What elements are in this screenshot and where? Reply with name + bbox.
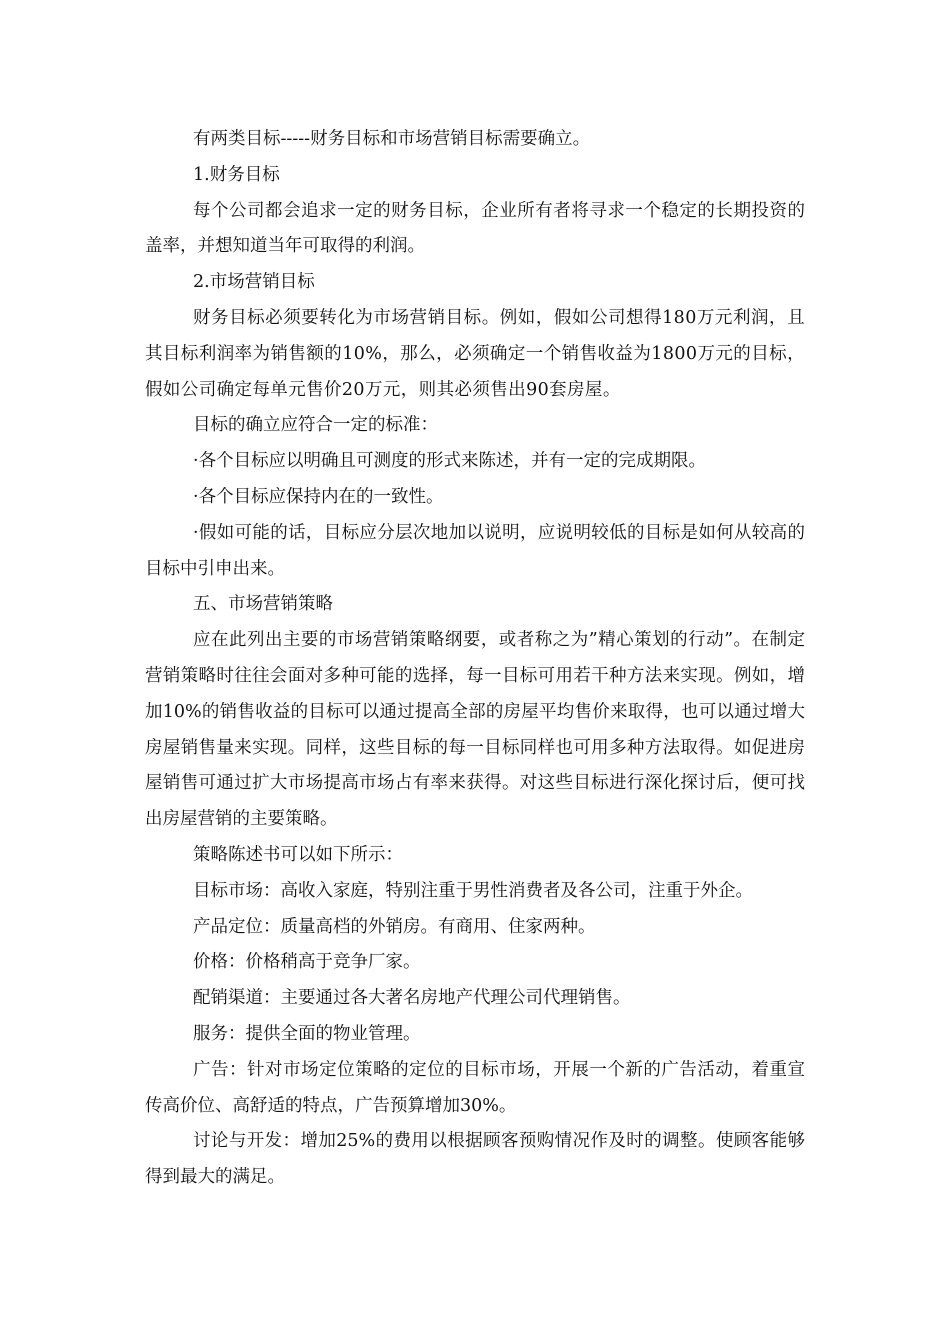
strategy-positioning: 产品定位：质量高档的外销房。有商用、住家两种。 bbox=[193, 916, 596, 937]
bullet-item: ·假如可能的话，目标应分层次地加以说明，应说明较低的目标是如何从较高的目标中引申出来。 bbox=[145, 522, 805, 579]
bullet-item: ·各个目标应以明确且可测度的形式来陈述，并有一定的完成期限。 bbox=[193, 451, 707, 472]
paragraph-goal-standards: 目标的确立应符合一定的标准： bbox=[193, 415, 438, 436]
bullet-item: ·各个目标应保持内在的一致性。 bbox=[193, 486, 444, 507]
strategy-distribution: 配销渠道：主要通过各大著名房地产代理公司代理销售。 bbox=[193, 988, 631, 1009]
heading-financial-goals: 1.财务目标 bbox=[193, 164, 280, 185]
strategy-service: 服务：提供全面的物业管理。 bbox=[193, 1023, 421, 1044]
strategy-development: 讨论与开发：增加25%的费用以根据顾客预购情况作及时的调整。使顾客能够得到最大的满足。 bbox=[145, 1131, 805, 1188]
heading-marketing-strategy: 五、市场营销策略 bbox=[193, 594, 333, 615]
heading-marketing-goals: 2.市场营销目标 bbox=[193, 272, 315, 293]
strategy-price: 价格：价格稍高于竞争厂家。 bbox=[193, 952, 421, 973]
strategy-target-market: 目标市场：高收入家庭，特别注重于男性消费者及各公司，注重于外企。 bbox=[193, 880, 753, 901]
paragraph-marketing-strategy: 应在此列出主要的市场营销策略纲要，或者称之为”精心策划的行动”。在制定营销策略时往往会面对多种可能的选择，每一目标可用若干种方法来实现。例如，增加10%的销售收益的目标可以通过提高全部的房屋平均售价来取得，也可以通过增大房屋销售量来实现。同样，这些目标的每一目标同样也可用多种方法取得。如促进房屋销售可通过扩大市场提高市场占有率来获得。对这些目标进行深化探讨后，便可找出房屋营销的主要策略。 bbox=[145, 630, 805, 830]
paragraph-financial-goals: 每个公司都会追求一定的财务目标，企业所有者将寻求一个稳定的长期投资的盖率，并想知道当年可取得的利润。 bbox=[145, 200, 805, 257]
document-body bbox=[145, 122, 805, 1196]
strategy-advertising: 广告：针对市场定位策略的定位的目标市场，开展一个新的广告活动，着重宣传高价位、高舒适的特点，广告预算增加30%。 bbox=[145, 1059, 805, 1116]
paragraph-marketing-goals: 财务目标必须要转化为市场营销目标。例如，假如公司想得180万元利润，且其目标利润率为销售额的10%，那么，必须确定一个销售收益为1800万元的目标，假如公司确定每单元售价20万元，则其必须售出90套房屋。 bbox=[145, 307, 805, 400]
paragraph-intro: 有两类目标-----财务目标和市场营销目标需要确立。 bbox=[193, 129, 591, 149]
paragraph-strategy-statement: 策略陈述书可以如下所示： bbox=[193, 844, 403, 865]
